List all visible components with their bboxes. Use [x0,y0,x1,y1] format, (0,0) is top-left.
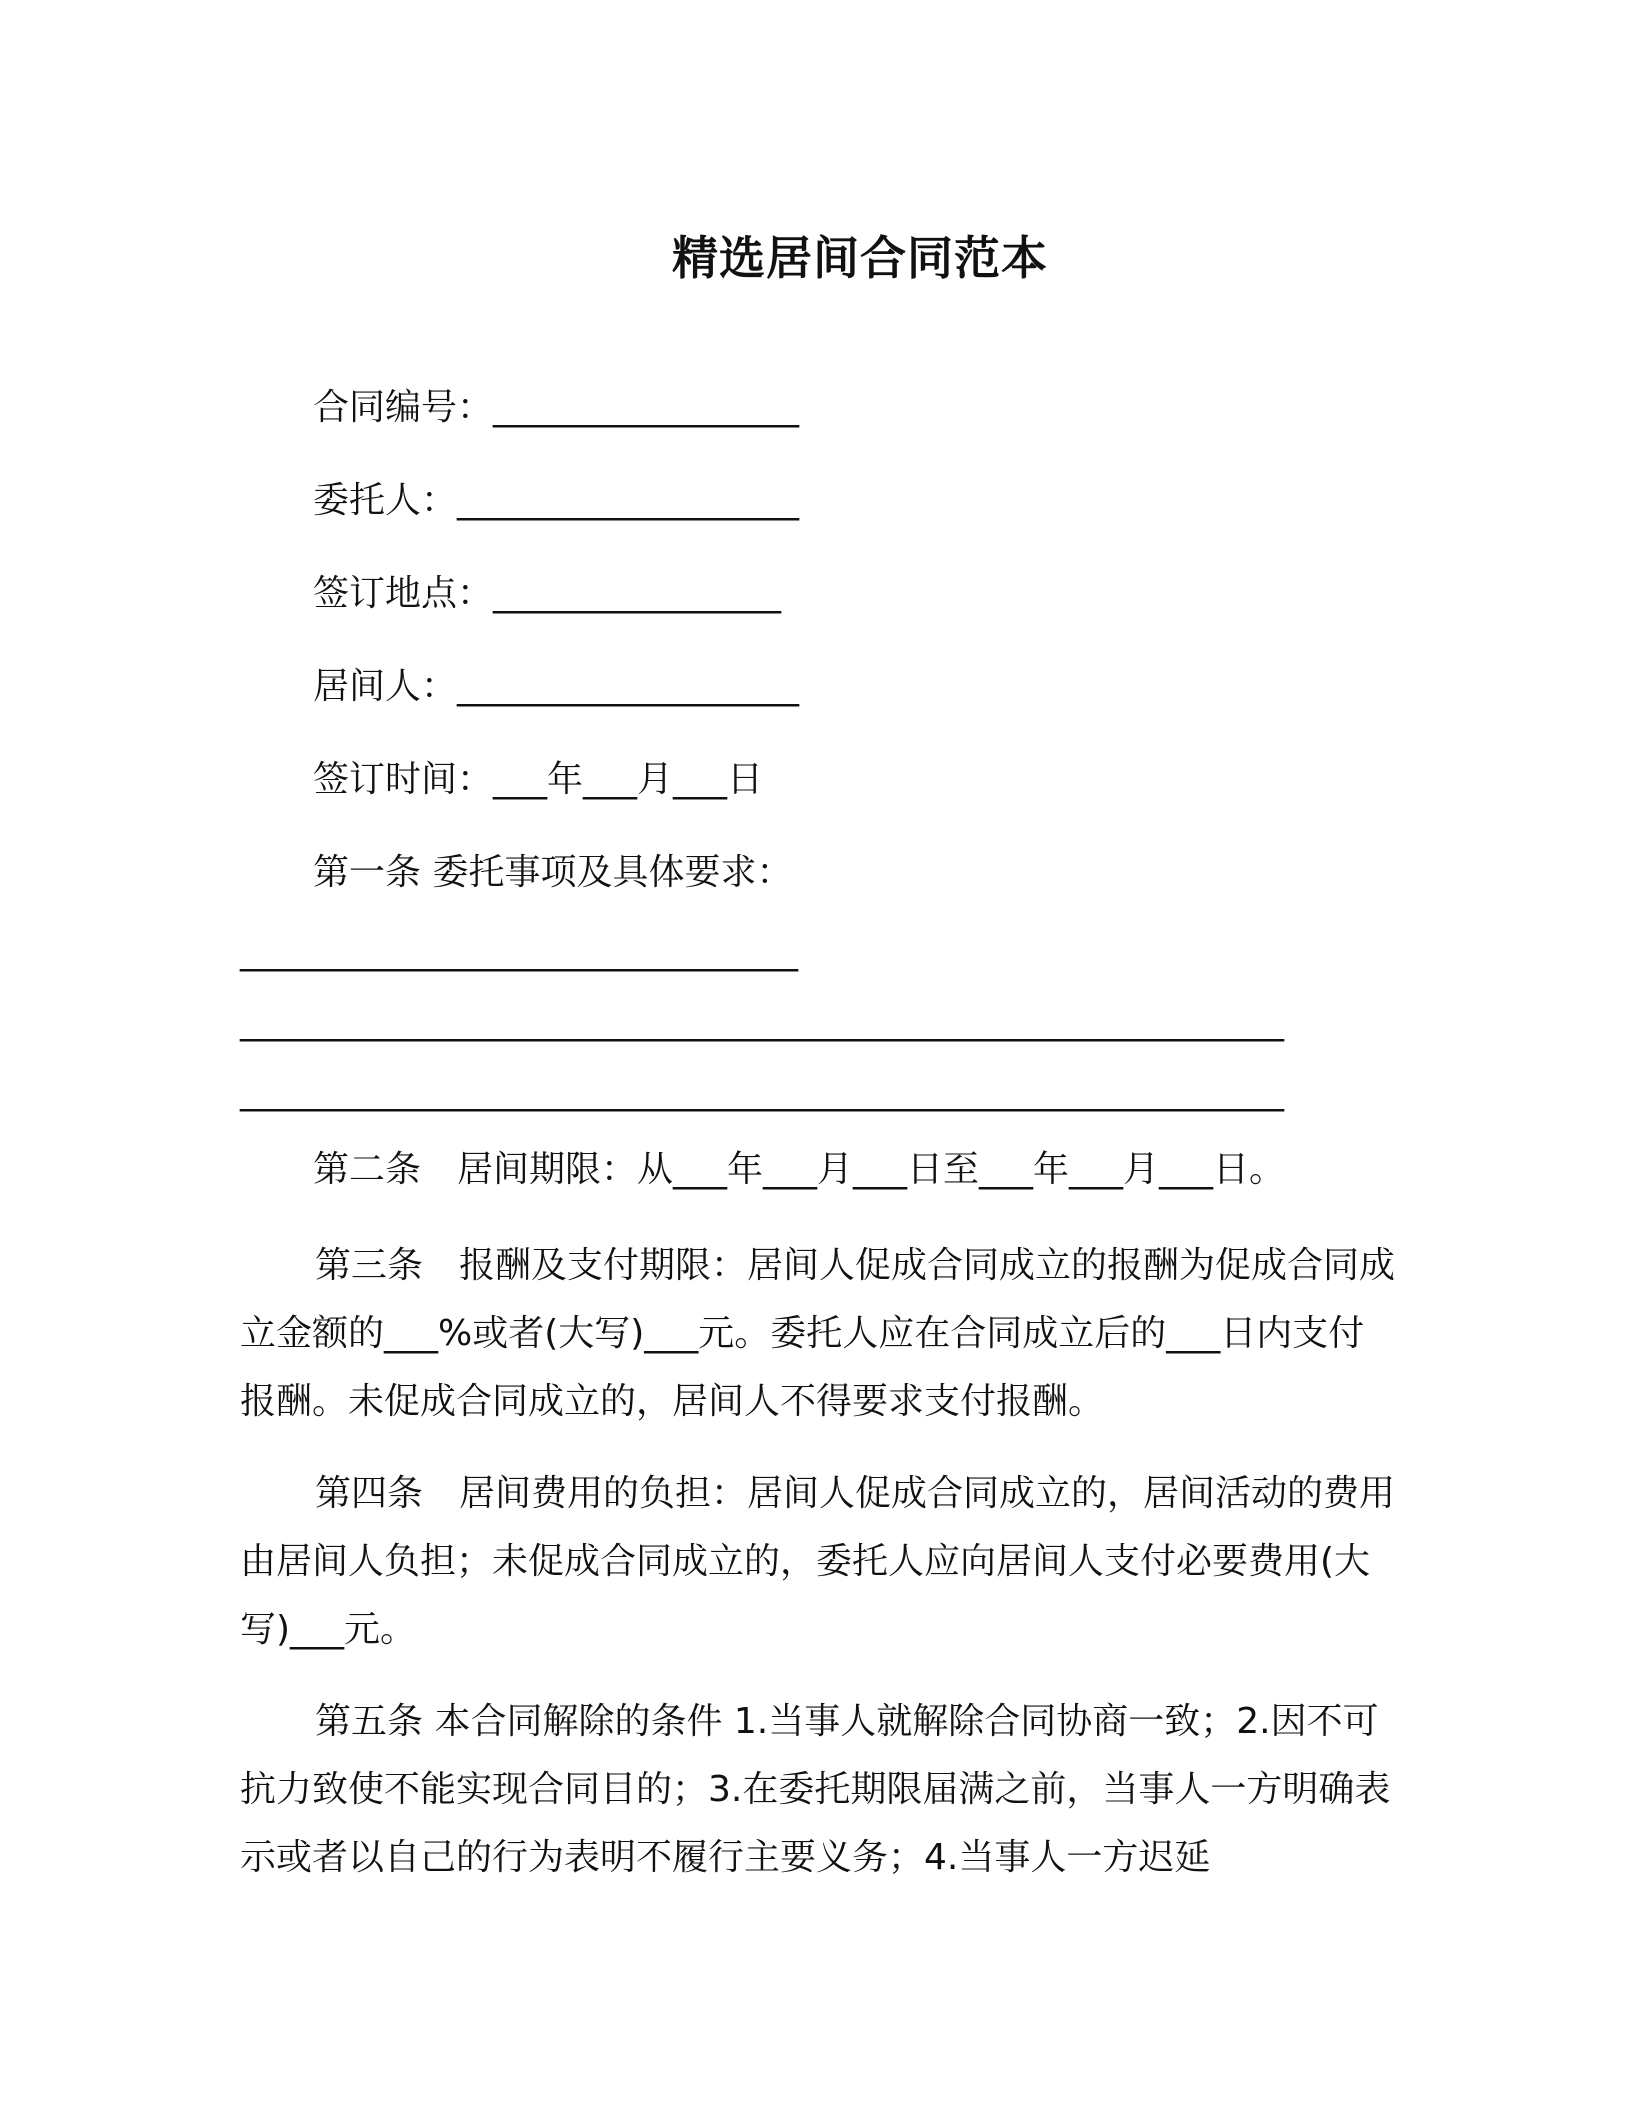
article-1-blank-line: _______________________________ [240,931,798,972]
article-1-blank-line: __________________________________________________________ [240,1071,1284,1112]
article-4: 第四条 居间费用的负担：居间人促成合同成立的，居间活动的费用由居间人负担；未促成合同成立的，委托人应向居间人支付必要费用(大写)___元。 [240,1473,1396,1650]
signing-place-field: 签订地点：________________ [313,573,782,614]
contract-number-field: 合同编号：_________________ [313,387,800,428]
article-2: 第二条 居间期限：从___年___月___日至___年___月___日。 [313,1149,1286,1190]
client-field: 委托人：___________________ [313,480,800,521]
article-5: 第五条 本合同解除的条件 1.当事人就解除合同协商一致；2.因不可抗力致使不能实现合同目的；3.在委托期限届满之前，当事人一方明确表示或者以自己的行为表明不履行主要义务；4.当事人一方迟延 [240,1701,1391,1878]
intermediary-field: 居间人：___________________ [313,666,800,707]
signing-date-field: 签订时间：___年___月___日 [313,759,764,800]
document-title: 精选居间合同范本 [672,231,1048,285]
article-3: 第三条 报酬及支付期限：居间人促成合同成立的报酬为促成合同成立金额的___%或者(大写)___元。委托人应在合同成立后的___日内支付报酬。未促成合同成立的，居间人不得要求支付报酬。 [240,1245,1396,1422]
article-1-heading: 第一条 委托事项及具体要求： [313,852,793,893]
article-1-blank-line: __________________________________________________________ [240,1001,1284,1042]
